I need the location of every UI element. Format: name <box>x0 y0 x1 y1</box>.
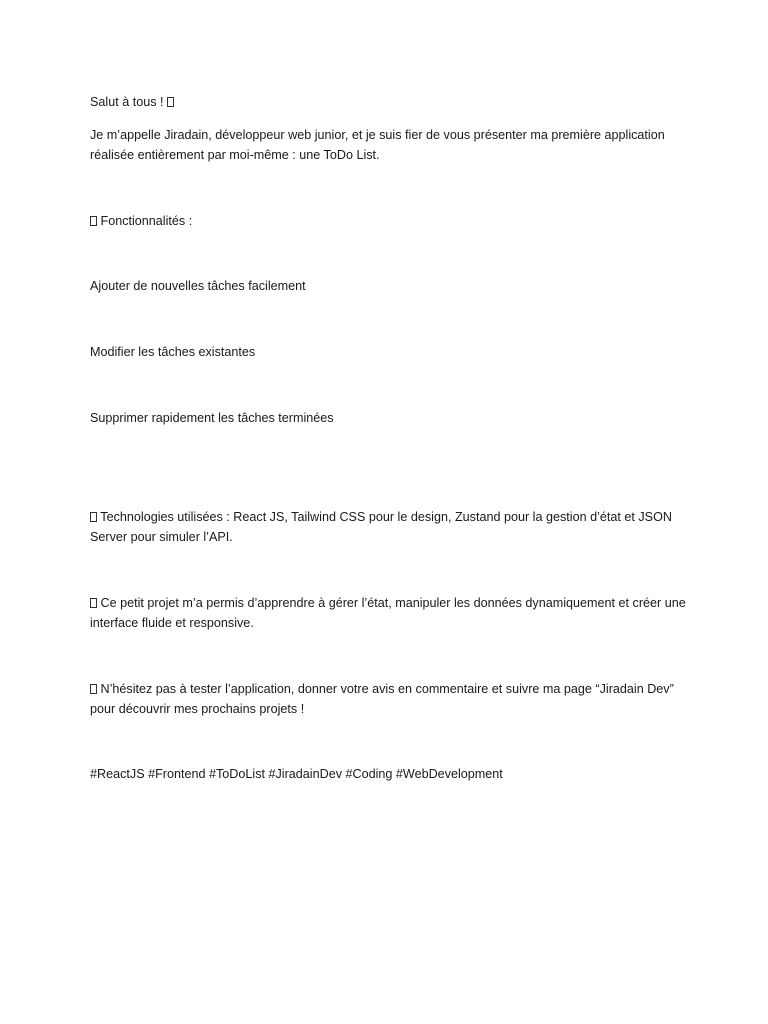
features-heading <box>90 211 690 231</box>
learning-paragraph <box>90 593 690 633</box>
missing-emoji-icon <box>90 598 97 608</box>
technologies-text: Technologies utilisées : React JS, Tailwind CSS pour le design, Zustand pour la gestion d’état et JSON Server pour simuler l’API. <box>90 510 672 544</box>
hashtags-paragraph <box>90 764 690 784</box>
greeting-text: Salut à tous ! <box>90 95 164 109</box>
hashtags-text: #ReactJS #Frontend #ToDoList #JiradainDev #Coding #WebDevelopment <box>90 767 503 781</box>
feature-item <box>90 342 690 362</box>
intro-text: Je m’appelle Jiradain, développeur web junior, et je suis fier de vous présenter ma première application réalisée entièrement par moi-même : une ToDo List. <box>90 128 665 162</box>
missing-emoji-icon <box>90 216 97 226</box>
greeting-paragraph <box>90 92 690 112</box>
feature-item-text: Supprimer rapidement les tâches terminées <box>90 411 334 425</box>
missing-emoji-icon <box>90 512 97 522</box>
features-heading-text: Fonctionnalités : <box>100 214 193 228</box>
call-to-action-paragraph <box>90 679 690 719</box>
missing-emoji-icon <box>167 97 174 107</box>
feature-item-text: Modifier les tâches existantes <box>90 345 256 359</box>
feature-item-text: Ajouter de nouvelles tâches facilement <box>90 279 306 293</box>
learning-text: Ce petit projet m’a permis d’apprendre à gérer l’état, manipuler les données dynamiquement et créer une interface fluide et responsive. <box>90 596 686 630</box>
feature-item <box>90 408 690 428</box>
intro-paragraph <box>90 125 690 165</box>
feature-item <box>90 276 690 296</box>
missing-emoji-icon <box>90 684 97 694</box>
call-to-action-text: N’hésitez pas à tester l’application, donner votre avis en commentaire et suivre ma page “Jiradain Dev” pour découvrir mes prochains projets ! <box>90 682 674 716</box>
technologies-paragraph <box>90 507 690 547</box>
